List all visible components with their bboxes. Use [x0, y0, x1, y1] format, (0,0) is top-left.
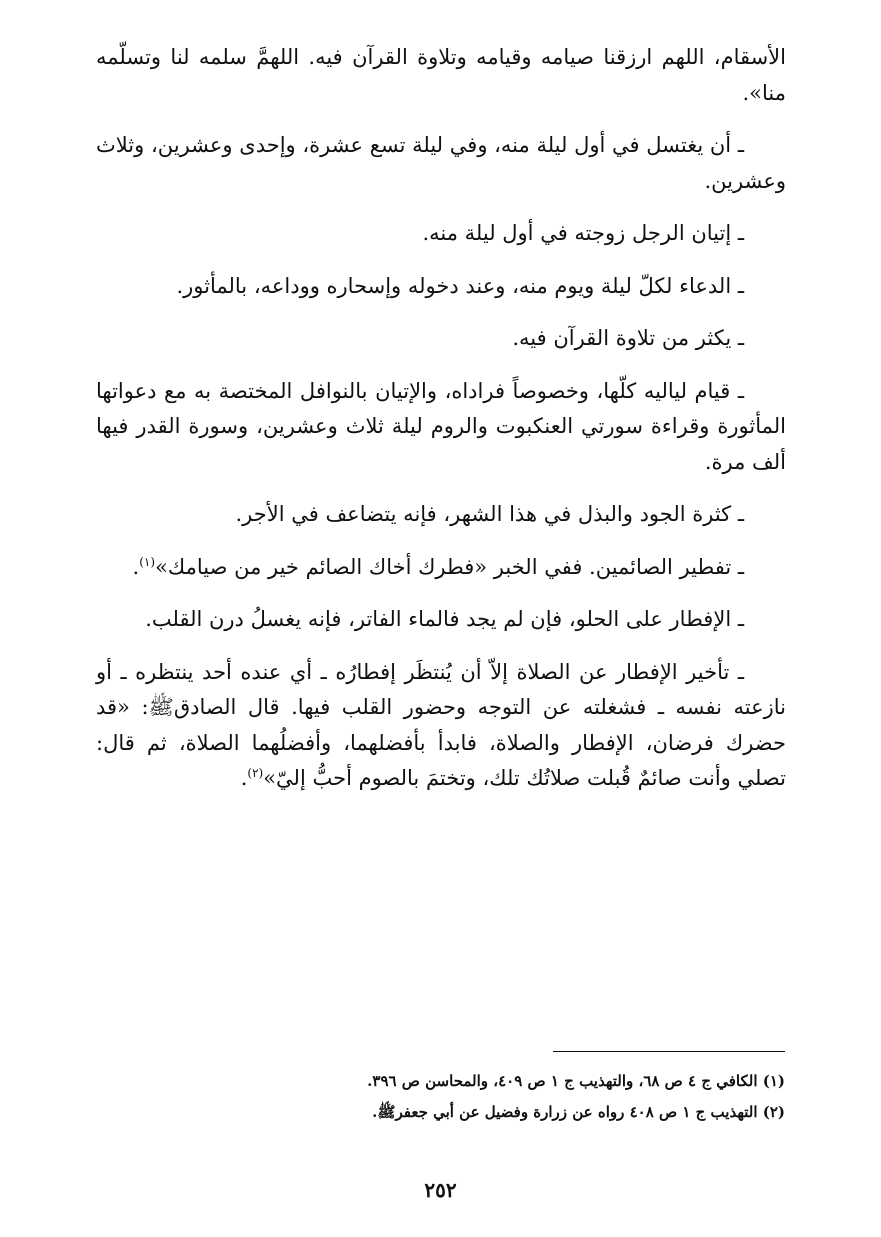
paragraph-1: الأسقام، اللهم ارزقنا صيامه وقيامه وتلاوة القرآن فيه. اللهمَّ سلمه لنا وتسلّمه منا». [96, 45, 786, 105]
paragraph-2: ـ أن يغتسل في أول ليلة منه، وفي ليلة تسع عشرة، وإحدى وعشرين، وثلاث وعشرين. [96, 133, 786, 193]
paragraph-8-text: ـ تفطير الصائمين. ففي الخبر «فطرك أخاك الصائم خير من صيامك» [155, 554, 744, 579]
footnote-divider [553, 1051, 785, 1052]
paragraph-8-period: . [132, 554, 140, 579]
paragraph-5: ـ يكثر من تلاوة القرآن فيه. [512, 326, 744, 350]
footnote-2: (٢) التهذيب ج ١ ص ٤٠٨ رواه عن زرارة وفضيل عن أبي جعفرﷺ. [372, 1103, 785, 1121]
paragraph-3: ـ إتيان الرجل زوجته في أول ليلة منه. [422, 221, 744, 245]
paragraph-7: ـ كثرة الجود والبذل في هذا الشهر، فإنه يتضاعف في الأجر. [235, 502, 744, 526]
page-body [96, 40, 786, 814]
paragraph-10 [96, 655, 786, 797]
paragraph-4: ـ الدعاء لكلّ ليلة ويوم منه، وعند دخوله وإسحاره ووداعه، بالمأثور. [176, 273, 744, 298]
paragraph-10-period: . [240, 766, 248, 790]
footnotes [95, 1066, 785, 1128]
paragraph-9: ـ الإفطار على الحلو، فإن لم يجد فالماء الفاتر، فإنه يغسلُ درن القلب. [145, 607, 744, 631]
footnote-ref-1[interactable]: (١) [139, 554, 156, 569]
footnote-1: (١) الكافي ج ٤ ص ٦٨، والتهذيب ج ١ ص ٤٠٩، والمحاسن ص ٣٩٦. [367, 1072, 785, 1090]
page-number: ٢٥٢ [424, 1178, 457, 1202]
footnote-ref-2[interactable]: (٢) [247, 766, 264, 780]
paragraph-10-text: ـ تأخير الإفطار عن الصلاة إلاّ أن يُنتظَر إفطارُه ـ أي عنده أحد ينتظره ـ أو نازعته نفسه ـ فشغلته عن التوجه وحضور القلب فيها. قال الصادقﷺ: «قد حضرك فرضان، الإفطار والصلاة، فابدأ بأفضلهما، وأفضلُهما الصلاة، ثم قال: تصلي وأنت صائمٌ قُبلت صلاتُك تلك، وتختمَ بالصوم أحبُّ إليّ» [96, 659, 786, 790]
paragraph-8 [96, 550, 786, 586]
paragraph-6: ـ قيام لياليه كلّها، وخصوصاً فراداه، والإتيان بالنوافل المختصة به مع دعواتها المأثورة وقراءة سورتي العنكبوت والروم ليلة ثلاث وعشرين، وسورة القدر فيها ألف مرة. [96, 378, 786, 474]
